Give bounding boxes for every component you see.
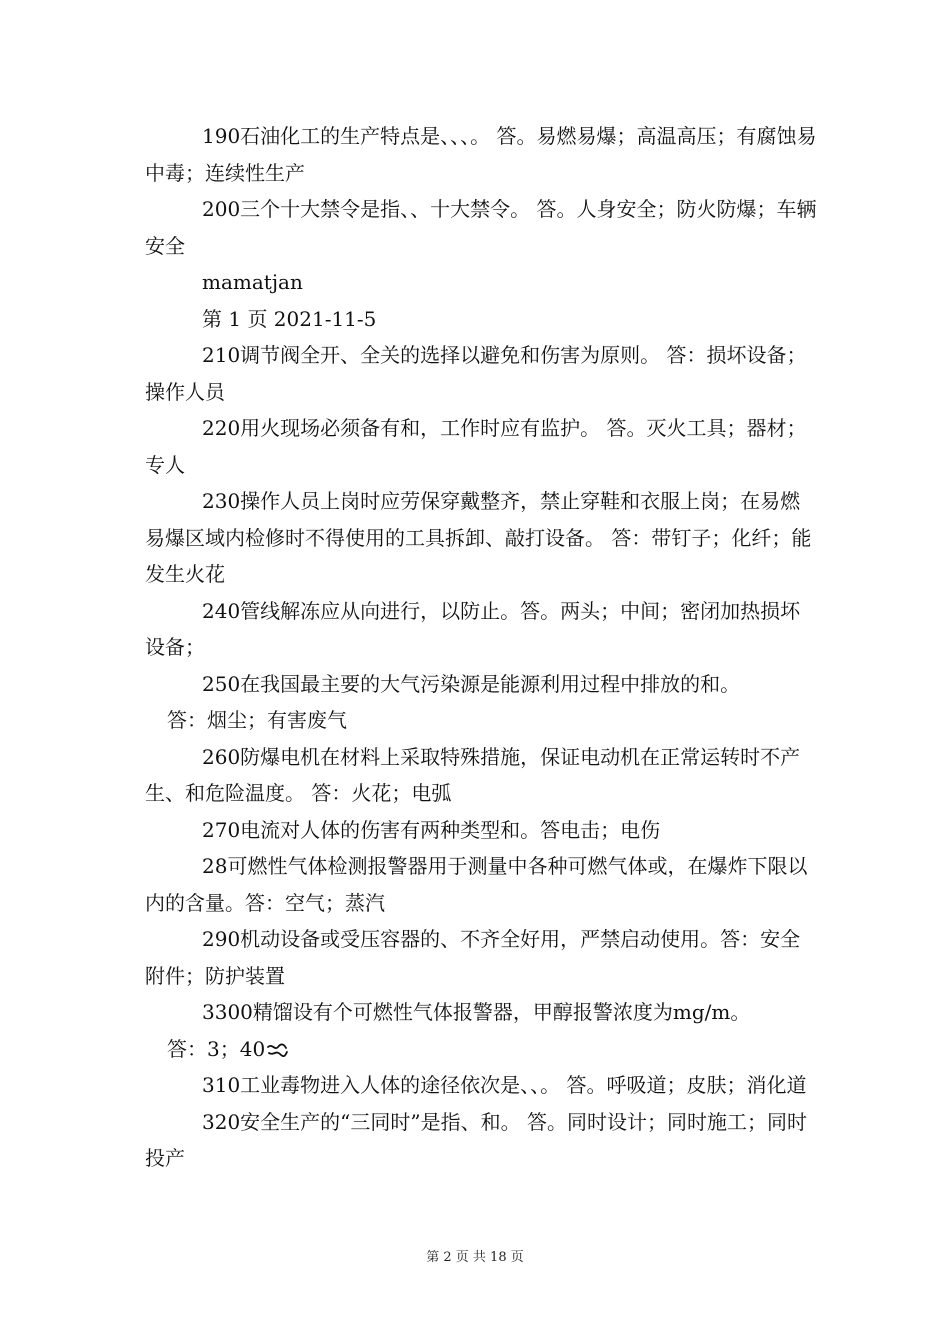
question-30-answer: 答：3；40 [167,1036,266,1061]
question-19: 190石油化工的生产特点是、、、。 答。易燃易爆；高温高压；有腐蚀易中毒；连续性生产 [145,124,817,185]
question-24: 240管线解冻应从向进行，以防止。答。两头；中间；密闭加热损坏设备； [145,598,801,659]
question-32: 320安全生产的“三同时”是指、和。 答。同时设计；同时施工；同时投产 [145,1109,807,1170]
question-31: 310工业毒物进入人体的途径依次是、、。 答。呼吸道；皮肤；消化道 [202,1073,807,1097]
question-25-answer: 答：烟尘；有害废气 [167,708,347,732]
author-line: mamatjan [202,270,303,294]
document-body [145,118,817,1177]
question-29: 290机动设备或受压容器的、不齐全好用，严禁启动使用。答：安全附件；防护装置 [145,927,801,988]
page-footer [0,1246,950,1265]
question-21: 210调节阀全开、全关的选择以避免和伤害为原则。 答：损坏设备；操作人员 [145,343,807,404]
question-22: 220用火现场必须备有和，工作时应有监护。 答。灭火工具；器材；专人 [145,416,807,477]
question-30-answer-line [145,1031,817,1068]
question-20: 200三个十大禁令是指、、十大禁令。 答。人身安全；防火防爆；车辆安全 [145,197,817,258]
question-23: 230操作人员上岗时应劳保穿戴整齐，禁止穿鞋和衣服上岗；在易燃易爆区域内检修时不得使用的工具拆卸、敲打设备。 答：带钉子；化纤；能发生火花 [145,489,812,586]
page-note-line: 第 1 页 2021-11-5 [202,306,377,331]
question-25: 250在我国最主要的大气污染源是能源利用过程中排放的和。 [202,671,741,696]
page-number: 第 2 页 共 18 页 [426,1250,524,1265]
question-27: 270电流对人体的伤害有两种类型和。答电击；电伤 [202,817,661,842]
question-30: 3300精馏设有个可燃性气体报警器，甲醇报警浓度为mg/m。 [202,1000,751,1024]
question-28: 28可燃性气体检测报警器用于测量中各种可燃气体或，在爆炸下限以内的含量。答：空气；蒸汽 [145,854,808,915]
question-26: 260防爆电机在材料上采取特殊措施，保证电动机在正常运转时不产生、和危险温度。 答：火花；电弧 [145,744,801,805]
handwritten-squiggle-icon [266,1042,288,1058]
